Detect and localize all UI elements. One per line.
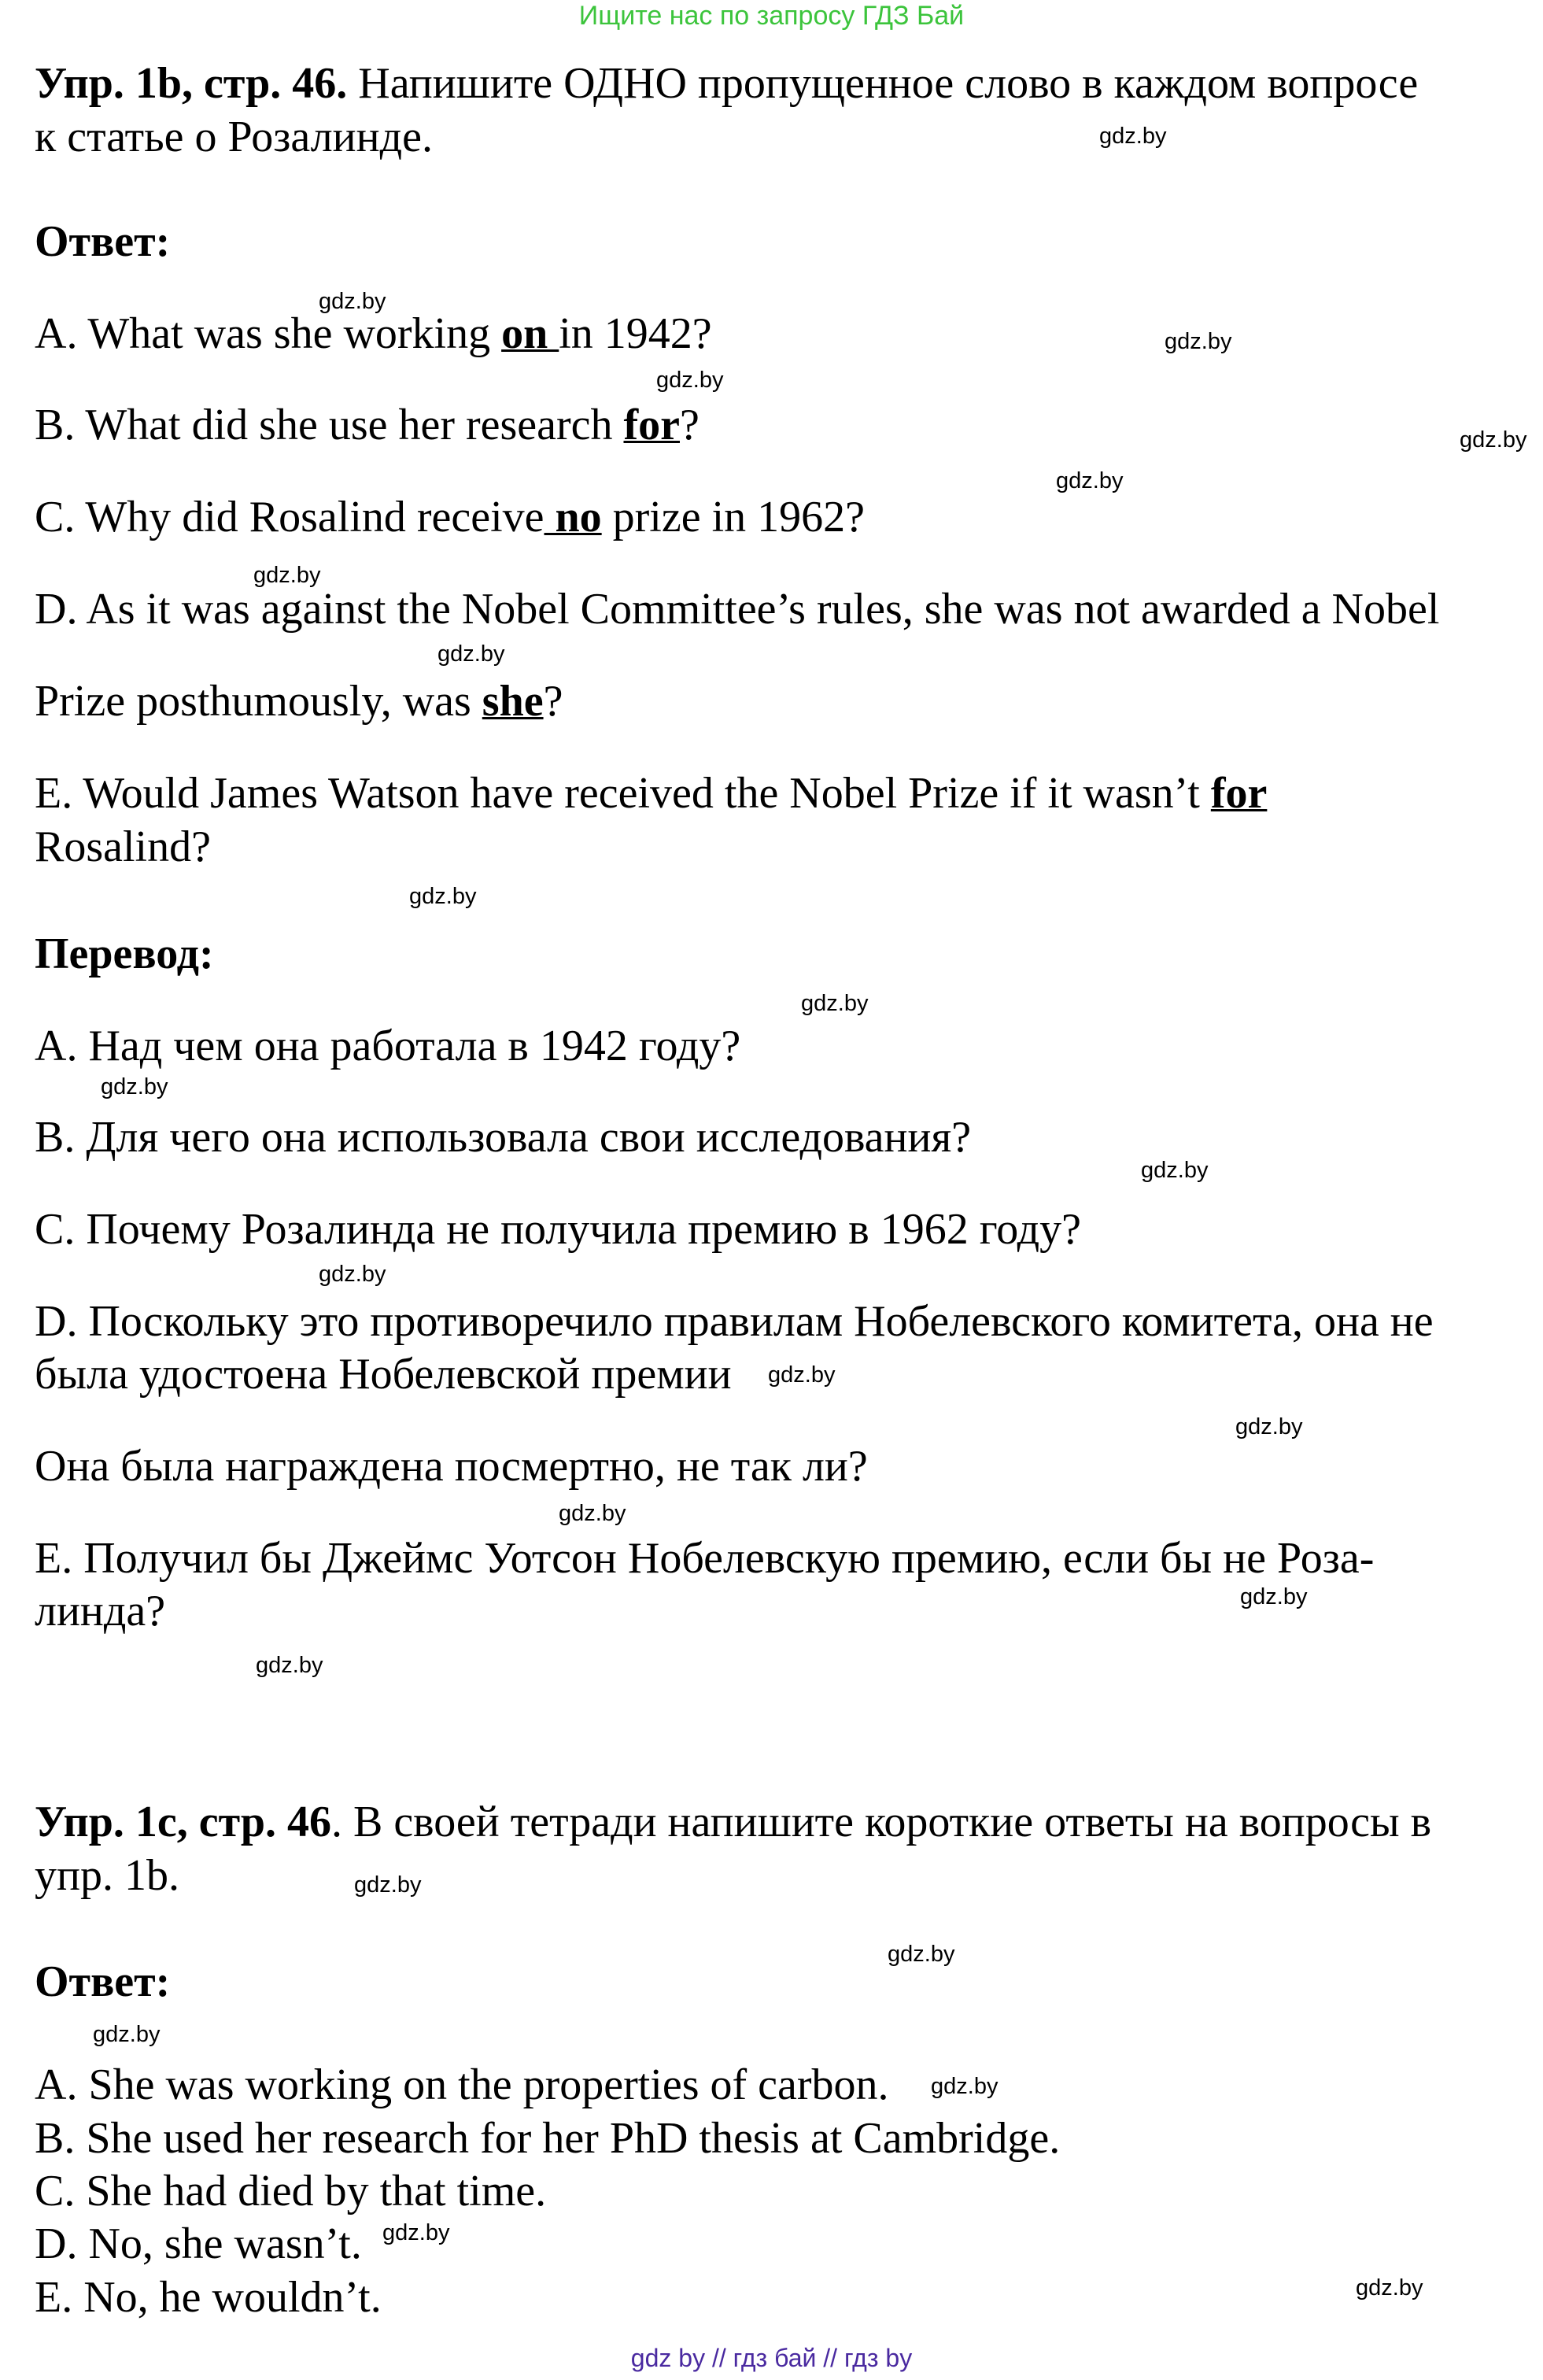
exercise-1b-instruction-line2: к статье о Розалинде. (35, 113, 433, 161)
exercise-1c-title (35, 1795, 1431, 1849)
watermark: gdz.by (409, 884, 477, 909)
missing-word: for (1210, 769, 1268, 818)
footer-links[interactable]: gdz by // гдз бай // гдз by (630, 2344, 913, 2372)
translation-b: B. Для чего она использовала свои исследования? (35, 1113, 972, 1162)
watermark: gdz.by (382, 2220, 450, 2245)
translation-c: C. Почему Розалинда не получила премию в 1962 году? (35, 1205, 1081, 1254)
watermark: gdz.by (888, 1942, 955, 1967)
answer-heading-1c: Ответ: (35, 1957, 171, 2006)
exercise-1c-instruction-line2: упр. 1b. (35, 1851, 179, 1900)
watermark: gdz.by (656, 368, 724, 393)
translation-d-line3: Она была награждена посмертно, не так ли? (35, 1442, 868, 1491)
exercise-1b-instruction: Напишите ОДНО пропущенное слово в каждом вопросе (347, 59, 1419, 108)
watermark: gdz.by (1165, 329, 1232, 354)
exercise-1c-label: Упр. 1c, стр. 46 (35, 1798, 331, 1846)
watermark: gdz.by (1056, 468, 1124, 493)
missing-word: no (544, 493, 602, 541)
watermark: gdz.by (1460, 427, 1527, 453)
watermark: gdz.by (931, 2074, 999, 2099)
watermark: gdz.by (1141, 1158, 1209, 1183)
watermark: gdz.by (559, 1501, 626, 1526)
watermark: gdz.by (354, 1872, 422, 1898)
watermark: gdz.by (768, 1362, 836, 1388)
missing-word: on (501, 309, 559, 358)
answer-1c-a: A. She was working on the properties of carbon. (35, 2060, 889, 2109)
exercise-1c-instruction: . В своей тетради напишите короткие ответы на вопросы в (330, 1798, 1432, 1846)
answer-1b-d-line1: D. As it was against the Nobel Committee’s rules, she was not awarded a Nobel (35, 585, 1440, 634)
watermark: gdz.by (101, 1074, 168, 1099)
missing-word: she (482, 677, 544, 726)
translation-d-line2: была удостоена Нобелевской премии (35, 1350, 732, 1399)
answer-1b-e-line1: E. Would James Watson have received the Nobel Prize if it wasn’t for (35, 769, 1268, 818)
watermark: gdz.by (1356, 2275, 1423, 2301)
translation-d-line1: D. Поскольку это противоречило правилам Нобелевского комитета, она не (35, 1297, 1434, 1346)
answer-1b-d-line2: Prize posthumously, was she? (35, 677, 563, 726)
answer-heading-1b: Ответ: (35, 217, 171, 266)
answer-1c-d: D. No, she wasn’t. (35, 2219, 362, 2268)
answer-1c-b: B. She used her research for her PhD thesis at Cambridge. (35, 2114, 1061, 2163)
exercise-1b-label: Упр. 1b, стр. 46. (35, 59, 348, 108)
watermark: gdz.by (253, 563, 321, 588)
answer-1b-a: A. What was she working on in 1942? (35, 309, 712, 358)
translation-heading: Перевод: (35, 929, 214, 978)
answer-1c-c: C. She had died by that time. (35, 2167, 547, 2216)
translation-a: A. Над чем она работала в 1942 году? (35, 1022, 741, 1070)
watermark: gdz.by (319, 1262, 386, 1287)
answer-1c-e: E. No, he wouldn’t. (35, 2273, 382, 2322)
exercise-1b-title (35, 57, 1418, 110)
watermark: gdz.by (319, 289, 386, 314)
watermark: gdz.by (437, 641, 505, 667)
search-banner-link[interactable]: Ищите нас по запросу ГДЗ Бай (578, 1, 965, 31)
watermark: gdz.by (1240, 1584, 1308, 1609)
missing-word: for (623, 401, 680, 449)
answer-1b-b: B. What did she use her research for? (35, 401, 700, 449)
translation-e-line1: E. Получил бы Джеймс Уотсон Нобелевскую премию, если бы не Роза- (35, 1534, 1375, 1583)
translation-e-line2: линда? (35, 1587, 166, 1635)
watermark: gdz.by (1235, 1414, 1303, 1439)
watermark: gdz.by (801, 991, 869, 1016)
answer-1b-e-line2: Rosalind? (35, 822, 211, 871)
answer-1b-c: C. Why did Rosalind receive no prize in 1962? (35, 493, 865, 541)
watermark: gdz.by (93, 2022, 161, 2047)
watermark: gdz.by (256, 1653, 323, 1678)
watermark: gdz.by (1099, 124, 1167, 149)
